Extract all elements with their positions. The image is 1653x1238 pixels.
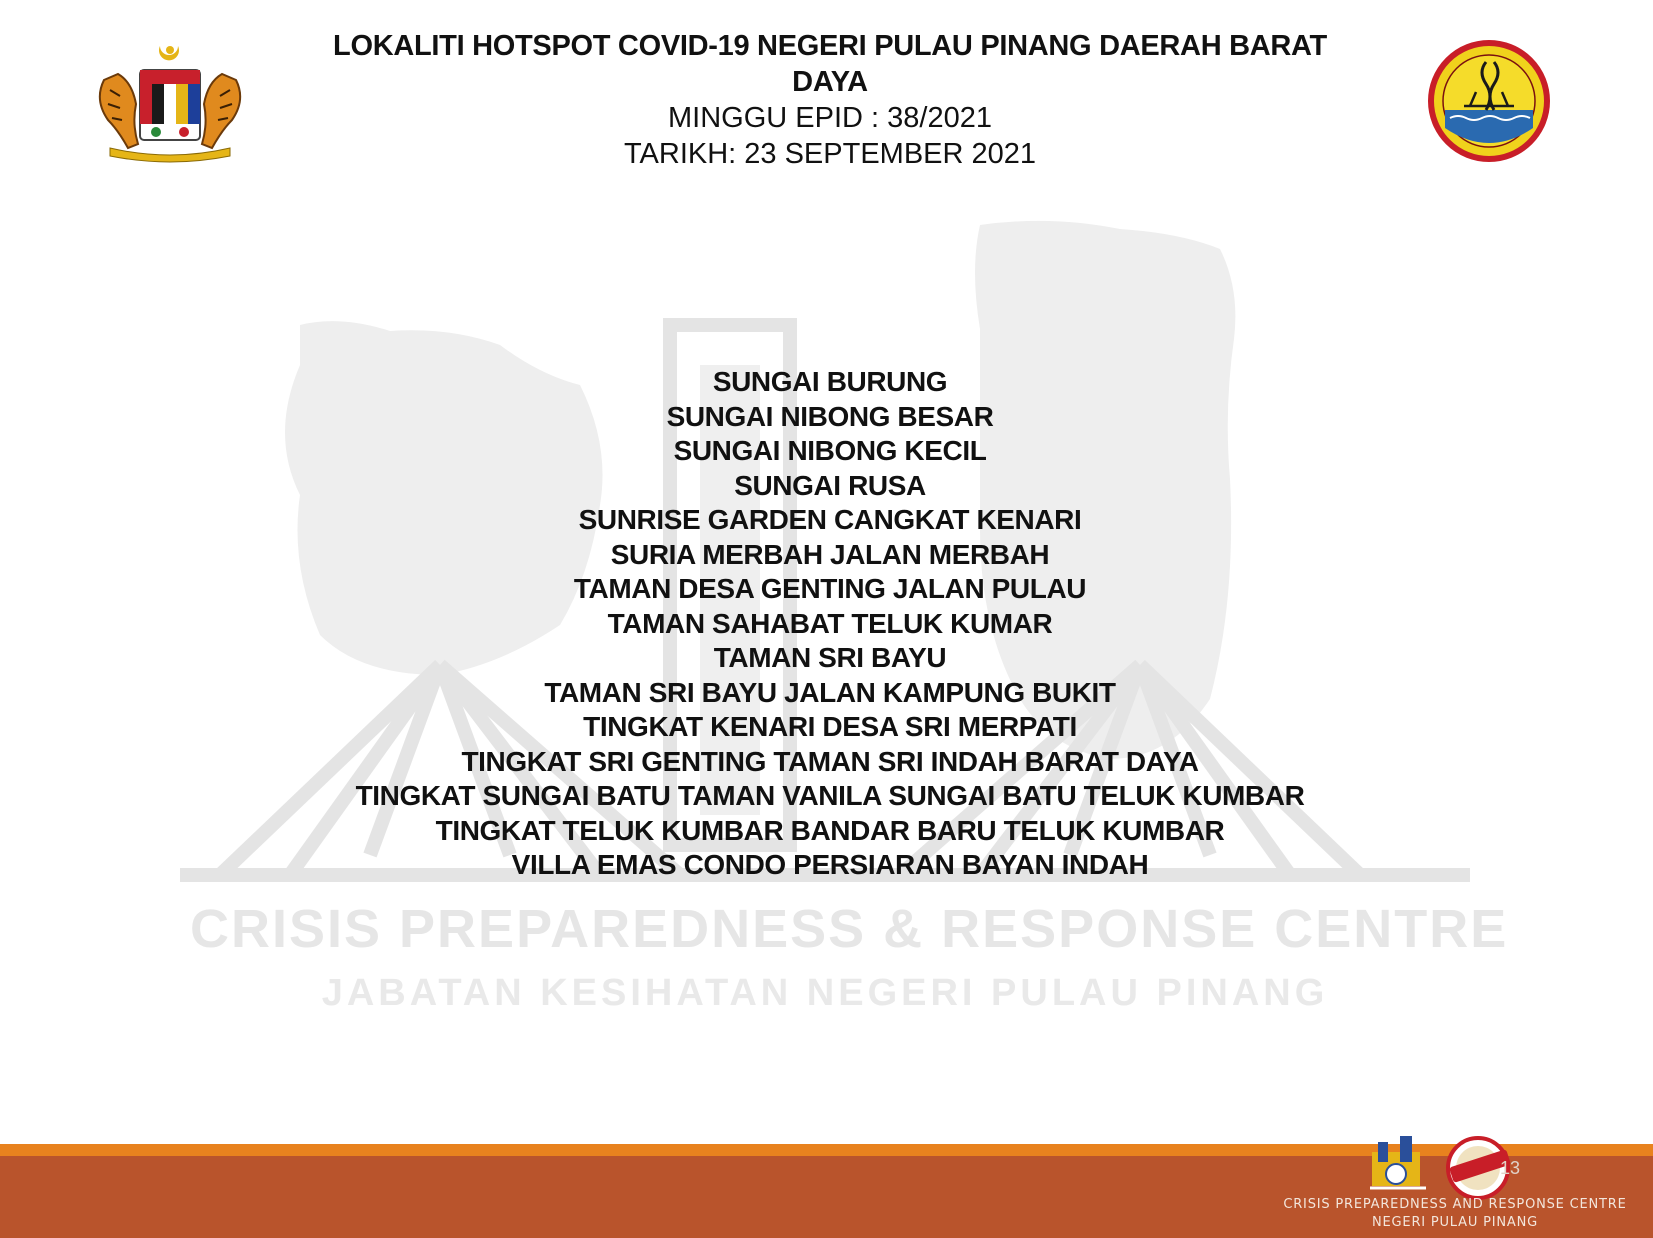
- list-item: SUNGAI RUSA: [734, 469, 926, 501]
- footer-caption: [1260, 1196, 1650, 1232]
- list-item: TINGKAT SRI GENTING TAMAN SRI INDAH BARAT DAYA: [461, 745, 1199, 777]
- list-item: SURIA MERBAH JALAN MERBAH: [610, 538, 1050, 570]
- malaysia-coat-of-arms-logo: [90, 40, 250, 165]
- list-item: TINGKAT TELUK KUMBAR BANDAR BARU TELUK KUMBAR: [435, 814, 1225, 846]
- footer-state: NEGERI PULAU PINANG: [1372, 1215, 1538, 1230]
- list-item: TINGKAT SUNGAI BATU TAMAN VANILA SUNGAI BATU TELUK KUMBAR: [355, 780, 1305, 811]
- footer-organization: CRISIS PREPAREDNESS AND RESPONSE CENTRE: [1283, 1197, 1627, 1212]
- report-date-label: TARIKH: 23 SEPTEMBER 2021: [623, 138, 1037, 170]
- hotspot-locality-list: [300, 365, 1360, 883]
- cprc-logo: [1370, 1136, 1426, 1188]
- list-item: TAMAN SAHABAT TELUK KUMAR: [607, 607, 1053, 639]
- watermark-subtitle: JABATAN KESIHATAN NEGERI PULAU PINANG: [321, 972, 1329, 1014]
- watermark-title: CRISIS PREPAREDNESS & RESPONSE CENTRE: [190, 899, 1509, 959]
- list-item: TAMAN SRI BAYU: [713, 642, 947, 673]
- list-item: VILLA EMAS CONDO PERSIARAN BAYAN INDAH: [511, 849, 1149, 880]
- list-item: SUNRISE GARDEN CANGKAT KENARI: [578, 504, 1082, 535]
- list-item: SUNGAI NIBONG BESAR: [666, 400, 994, 432]
- penang-state-emblem-logo: [1428, 40, 1550, 162]
- list-item: TINGKAT KENARI DESA SRI MERPATI: [583, 711, 1077, 742]
- epid-week-label: MINGGU EPID : 38/2021: [668, 102, 992, 134]
- list-item: TAMAN DESA GENTING JALAN PULAU: [573, 573, 1087, 604]
- list-item: SUNGAI NIBONG KECIL: [673, 435, 987, 466]
- page-number: 13: [1500, 1158, 1521, 1178]
- page-title: LOKALITI HOTSPOT COVID-19 NEGERI PULAU PINANG DAERAH BARAT DAYA: [333, 30, 1327, 98]
- list-item: SUNGAI BURUNG: [712, 366, 948, 397]
- page-header: [300, 28, 1360, 172]
- list-item: TAMAN SRI BAYU JALAN KAMPUNG BUKIT: [544, 676, 1116, 708]
